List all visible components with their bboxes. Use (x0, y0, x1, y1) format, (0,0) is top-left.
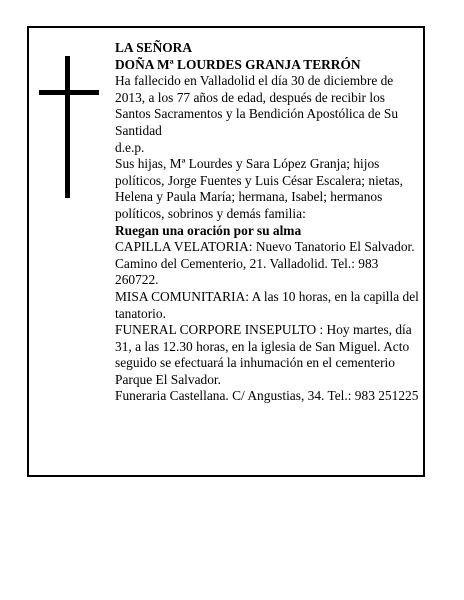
heading-title: LA SEÑORA (115, 40, 193, 55)
death-announcement: Ha fallecido en Valladolid el día 30 de diciembre de 2013, a los 77 años de edad, después de recibir los Santos Sacramentos y la Bendición Apostólica de Su Santidad (115, 73, 399, 138)
obituary-card (27, 26, 425, 477)
funeral-home-info: Funeraria Castellana. C/ Angustias, 34. Tel.: 983 251225 (115, 388, 419, 404)
deceased-name: DOÑA Mª LOURDES GRANJA TERRÓN (115, 56, 361, 72)
funeral-info: FUNERAL CORPORE INSEPULTO : Hoy martes, día 31, a las 12.30 horas, en la iglesia de San Miguel. Acto seguido se efectuará la inhumación en el cementerio Parque El Salvador. (115, 322, 412, 387)
mass-info: MISA COMUNITARIA: A las 10 horas, en la capilla del tanatorio. (115, 288, 419, 321)
chapel-info: CAPILLA VELATORIA: Nuevo Tanatorio El Salvador. Camino del Cementerio, 21. Valladolid. Tel.: 983 260722. (115, 239, 415, 288)
family-list: Sus hijas, Mª Lourdes y Sara López Granja; hijos políticos, Jorge Fuentes y Luis César Escalera; nietas, Helena y Paula María; hermana, Isabel; hermanos políticos, sobrinos y demás familia: (115, 156, 403, 221)
obituary-text (115, 40, 419, 405)
prayer-request: Ruegan una oración por su alma (115, 222, 302, 238)
cross-icon (39, 56, 99, 198)
cross-horizontal-bar (39, 90, 99, 95)
cross-vertical-bar (65, 56, 70, 198)
dep-abbreviation: d.e.p. (115, 139, 145, 155)
